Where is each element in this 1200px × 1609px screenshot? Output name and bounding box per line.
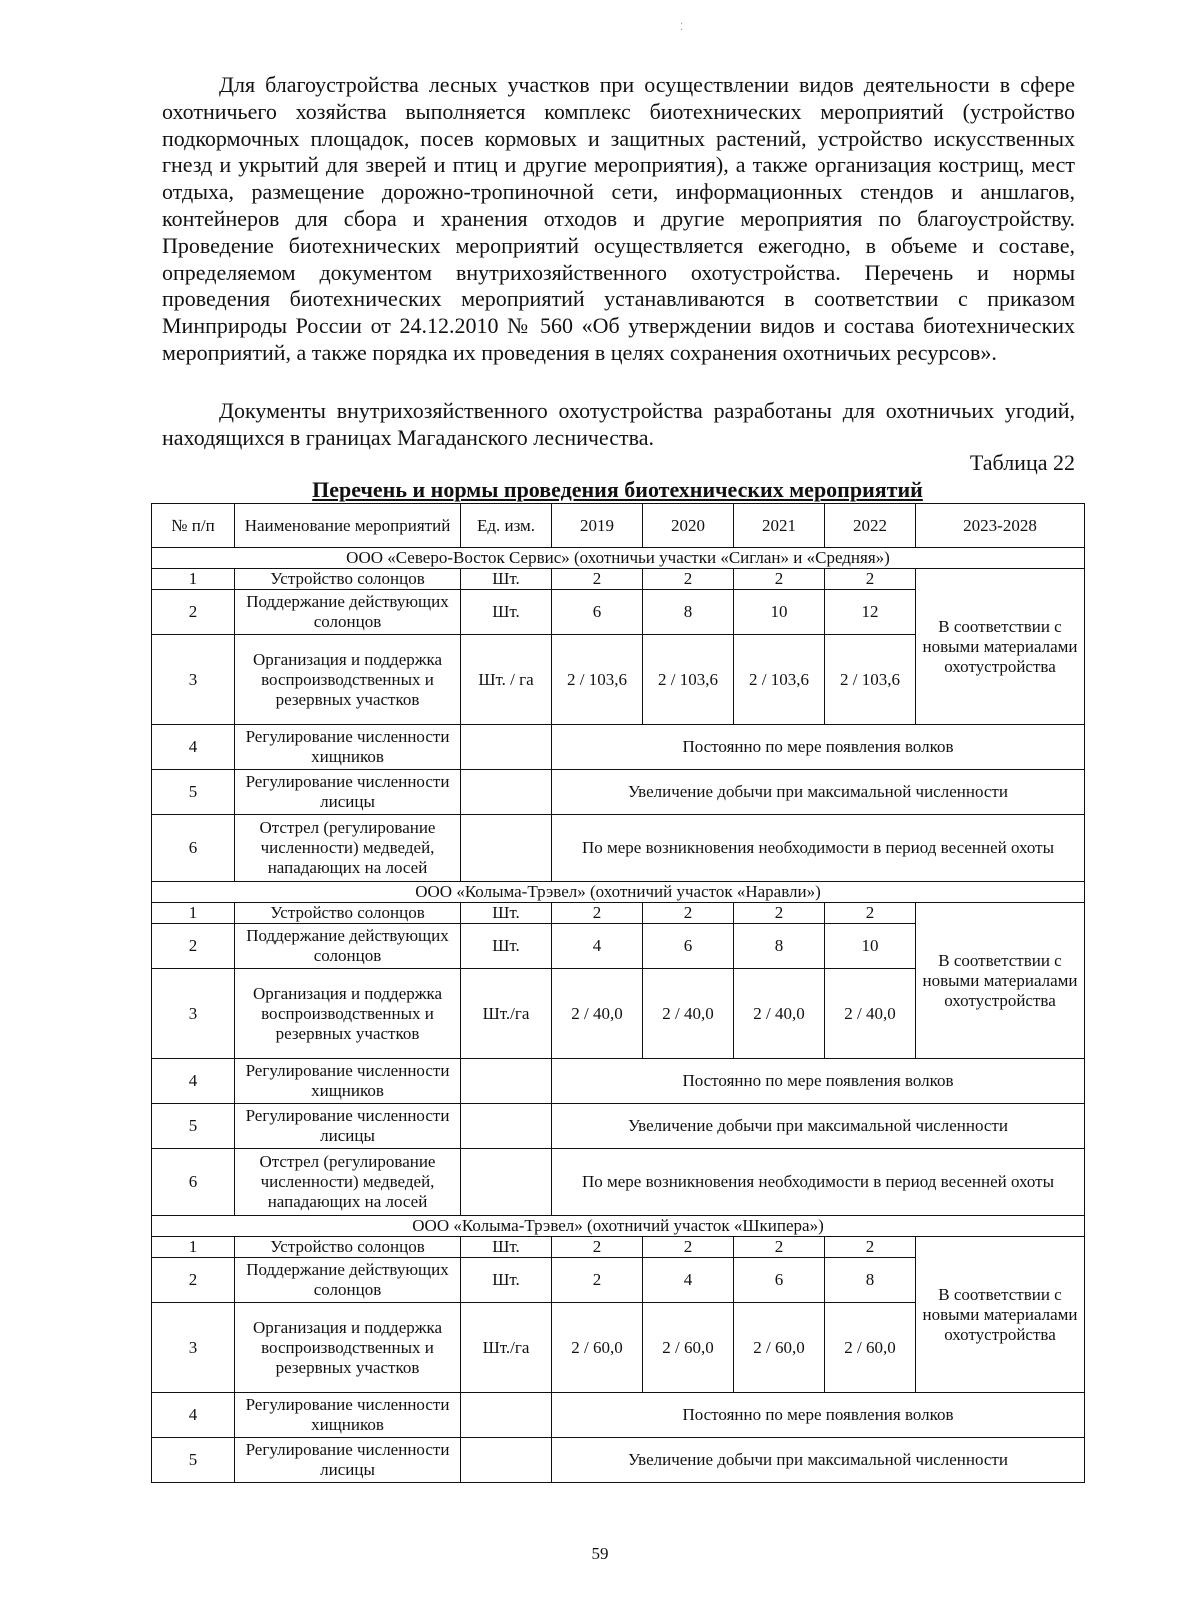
measure-name: Организация и поддержка воспроизводственных и резервных участков bbox=[235, 635, 461, 725]
unit-cell: Шт./га bbox=[461, 1303, 552, 1393]
row-number: 6 bbox=[152, 815, 235, 882]
measure-name: Поддержание действующих солонцов bbox=[235, 1258, 461, 1303]
unit-cell: Шт. bbox=[461, 569, 552, 590]
row-number: 3 bbox=[152, 635, 235, 725]
table-row bbox=[152, 903, 1085, 924]
row-number: 1 bbox=[152, 903, 235, 924]
value-cell: 12 bbox=[825, 590, 916, 635]
scan-artifact: ⁚ bbox=[680, 22, 684, 33]
table-row bbox=[152, 1104, 1085, 1149]
row-number: 5 bbox=[152, 1104, 235, 1149]
value-cell: 8 bbox=[734, 924, 825, 969]
row-number: 3 bbox=[152, 1303, 235, 1393]
empty-unit-cell bbox=[461, 1149, 552, 1216]
value-cell: 2 / 40,0 bbox=[552, 969, 643, 1059]
table-row bbox=[152, 1438, 1085, 1483]
value-cell: 10 bbox=[734, 590, 825, 635]
unit-cell: Шт. bbox=[461, 590, 552, 635]
measure-name: Поддержание действующих солонцов bbox=[235, 924, 461, 969]
value-cell: 2 bbox=[825, 1237, 916, 1258]
row-number: 4 bbox=[152, 725, 235, 770]
measure-name: Регулирование численности лисицы bbox=[235, 1104, 461, 1149]
table-row bbox=[152, 1149, 1085, 1216]
measure-name: Организация и поддержка воспроизводственных и резервных участков bbox=[235, 1303, 461, 1393]
row-number: 2 bbox=[152, 590, 235, 635]
measure-name: Устройство солонцов bbox=[235, 903, 461, 924]
table-label: Таблица 22 bbox=[969, 450, 1075, 475]
row-number: 6 bbox=[152, 1149, 235, 1216]
header-cell: 2022 bbox=[825, 504, 916, 548]
side-note-cell: В соответствии с новыми материалами охотустройства bbox=[916, 903, 1085, 1059]
value-cell: 2 / 40,0 bbox=[734, 969, 825, 1059]
header-cell: Ед. изм. bbox=[461, 504, 552, 548]
value-cell: 2 bbox=[552, 1237, 643, 1258]
period-note: По мере возникновения необходимости в период весенней охоты bbox=[552, 815, 1085, 882]
measure-name: Устройство солонцов bbox=[235, 569, 461, 590]
row-number: 4 bbox=[152, 1059, 235, 1104]
header-cell: 2023-2028 bbox=[916, 504, 1085, 548]
table-row bbox=[152, 1393, 1085, 1438]
value-cell: 2 bbox=[734, 903, 825, 924]
section-title: ООО «Северо-Восток Сервис» (охотничьи участки «Сиглан» и «Средняя») bbox=[152, 548, 1085, 569]
value-cell: 2 bbox=[734, 1237, 825, 1258]
measure-name: Регулирование численности хищников bbox=[235, 725, 461, 770]
section-title: ООО «Колыма-Трэвел» (охотничий участок «Наравли») bbox=[152, 882, 1085, 903]
header-cell: Наименование мероприятий bbox=[235, 504, 461, 548]
measure-name: Регулирование численности лисицы bbox=[235, 770, 461, 815]
value-cell: 2 / 103,6 bbox=[825, 635, 916, 725]
unit-cell: Шт. bbox=[461, 924, 552, 969]
value-cell: 2 / 40,0 bbox=[825, 969, 916, 1059]
row-number: 5 bbox=[152, 1438, 235, 1483]
table-row bbox=[152, 725, 1085, 770]
measure-name: Устройство солонцов bbox=[235, 1237, 461, 1258]
row-number: 2 bbox=[152, 1258, 235, 1303]
row-number: 4 bbox=[152, 1393, 235, 1438]
header-cell: № п/п bbox=[152, 504, 235, 548]
table-row bbox=[152, 1059, 1085, 1104]
value-cell: 2 bbox=[643, 569, 734, 590]
period-note: По мере возникновения необходимости в период весенней охоты bbox=[552, 1149, 1085, 1216]
table-row bbox=[152, 569, 1085, 590]
unit-cell: Шт./га bbox=[461, 969, 552, 1059]
table-header-row bbox=[152, 504, 1085, 548]
measure-name: Отстрел (регулирование численности) медведей, нападающих на лосей bbox=[235, 815, 461, 882]
value-cell: 6 bbox=[643, 924, 734, 969]
measure-name: Поддержание действующих солонцов bbox=[235, 590, 461, 635]
value-cell: 2 bbox=[552, 903, 643, 924]
side-note-cell: В соответствии с новыми материалами охотустройства bbox=[916, 1237, 1085, 1393]
value-cell: 2 bbox=[734, 569, 825, 590]
period-note: Увеличение добычи при максимальной численности bbox=[552, 770, 1085, 815]
empty-unit-cell bbox=[461, 1393, 552, 1438]
header-cell: 2021 bbox=[734, 504, 825, 548]
value-cell: 8 bbox=[643, 590, 734, 635]
value-cell: 2 bbox=[552, 1258, 643, 1303]
empty-unit-cell bbox=[461, 770, 552, 815]
header-cell: 2020 bbox=[643, 504, 734, 548]
measure-name: Регулирование численности хищников bbox=[235, 1393, 461, 1438]
unit-cell: Шт. bbox=[461, 1258, 552, 1303]
unit-cell: Шт. bbox=[461, 1237, 552, 1258]
value-cell: 2 / 60,0 bbox=[643, 1303, 734, 1393]
measure-name: Организация и поддержка воспроизводственных и резервных участков bbox=[235, 969, 461, 1059]
section-title-row bbox=[152, 882, 1085, 903]
empty-unit-cell bbox=[461, 1104, 552, 1149]
value-cell: 2 / 60,0 bbox=[552, 1303, 643, 1393]
period-note: Постоянно по мере появления волков bbox=[552, 725, 1085, 770]
biotech-measures-table bbox=[151, 503, 1085, 1483]
value-cell: 2 / 60,0 bbox=[825, 1303, 916, 1393]
measure-name: Регулирование численности лисицы bbox=[235, 1438, 461, 1483]
empty-unit-cell bbox=[461, 1059, 552, 1104]
unit-cell: Шт. bbox=[461, 903, 552, 924]
period-note: Постоянно по мере появления волков bbox=[552, 1059, 1085, 1104]
value-cell: 6 bbox=[734, 1258, 825, 1303]
value-cell: 2 / 103,6 bbox=[552, 635, 643, 725]
value-cell: 2 / 103,6 bbox=[734, 635, 825, 725]
section-title-row bbox=[152, 548, 1085, 569]
table-row bbox=[152, 770, 1085, 815]
value-cell: 4 bbox=[552, 924, 643, 969]
period-note: Постоянно по мере появления волков bbox=[552, 1393, 1085, 1438]
value-cell: 2 bbox=[552, 569, 643, 590]
row-number: 1 bbox=[152, 1237, 235, 1258]
empty-unit-cell bbox=[461, 815, 552, 882]
value-cell: 2 / 60,0 bbox=[734, 1303, 825, 1393]
row-number: 1 bbox=[152, 569, 235, 590]
table-row bbox=[152, 815, 1085, 882]
period-note: Увеличение добычи при максимальной численности bbox=[552, 1438, 1085, 1483]
side-note-cell: В соответствии с новыми материалами охотустройства bbox=[916, 569, 1085, 725]
value-cell: 2 bbox=[825, 903, 916, 924]
table-title: Перечень и нормы проведения биотехнических мероприятий bbox=[312, 477, 923, 502]
value-cell: 10 bbox=[825, 924, 916, 969]
value-cell: 6 bbox=[552, 590, 643, 635]
value-cell: 2 / 103,6 bbox=[643, 635, 734, 725]
header-cell: 2019 bbox=[552, 504, 643, 548]
value-cell: 2 bbox=[825, 569, 916, 590]
value-cell: 2 bbox=[643, 903, 734, 924]
unit-cell: Шт. / га bbox=[461, 635, 552, 725]
table-row bbox=[152, 1237, 1085, 1258]
row-number: 5 bbox=[152, 770, 235, 815]
empty-unit-cell bbox=[461, 1438, 552, 1483]
intro-paragraph-2: Документы внутрихозяйственного охотустройства разработаны для охотничьих угодий, находящихся в границах Магаданского лесничества. bbox=[162, 398, 1075, 450]
row-number: 2 bbox=[152, 924, 235, 969]
value-cell: 2 / 40,0 bbox=[643, 969, 734, 1059]
value-cell: 8 bbox=[825, 1258, 916, 1303]
measure-name: Отстрел (регулирование численности) медведей, нападающих на лосей bbox=[235, 1149, 461, 1216]
intro-paragraph-1: Для благоустройства лесных участков при осуществлении видов деятельности в сфере охотничьего хозяйства выполняется комплекс биотехнических мероприятий (устройство подкормочных площадок, посев кормовых и защитных растений, устройство искусственных гнезд и укрытий для зверей и птиц и другие мероприятия), а также организация кострищ, мест отдыха, размещение дорожно-тропиночной сети, информационных стендов и аншлагов, контейнеров для сбора и хранения отходов и другие мероприятия по благоустройству. Проведение биотехнических мероприятий осуществляется ежегодно, в объеме и составе, определяемом документом внутрихозяйственного охотустройства. Перечень и нормы проведения биотехнических мероприятий устанавливаются в соответствии с приказом Минприроды России от 24.12.2010 № 560 «Об утверждении видов и состава биотехнических мероприятий, а также порядка их проведения в целях сохранения охотничьих ресурсов». bbox=[162, 72, 1075, 365]
period-note: Увеличение добычи при максимальной численности bbox=[552, 1104, 1085, 1149]
value-cell: 4 bbox=[643, 1258, 734, 1303]
row-number: 3 bbox=[152, 969, 235, 1059]
value-cell: 2 bbox=[643, 1237, 734, 1258]
page-number: 59 bbox=[591, 1544, 609, 1563]
measure-name: Регулирование численности хищников bbox=[235, 1059, 461, 1104]
empty-unit-cell bbox=[461, 725, 552, 770]
section-title: ООО «Колыма-Трэвел» (охотничий участок «Шкипера») bbox=[152, 1216, 1085, 1237]
section-title-row bbox=[152, 1216, 1085, 1237]
